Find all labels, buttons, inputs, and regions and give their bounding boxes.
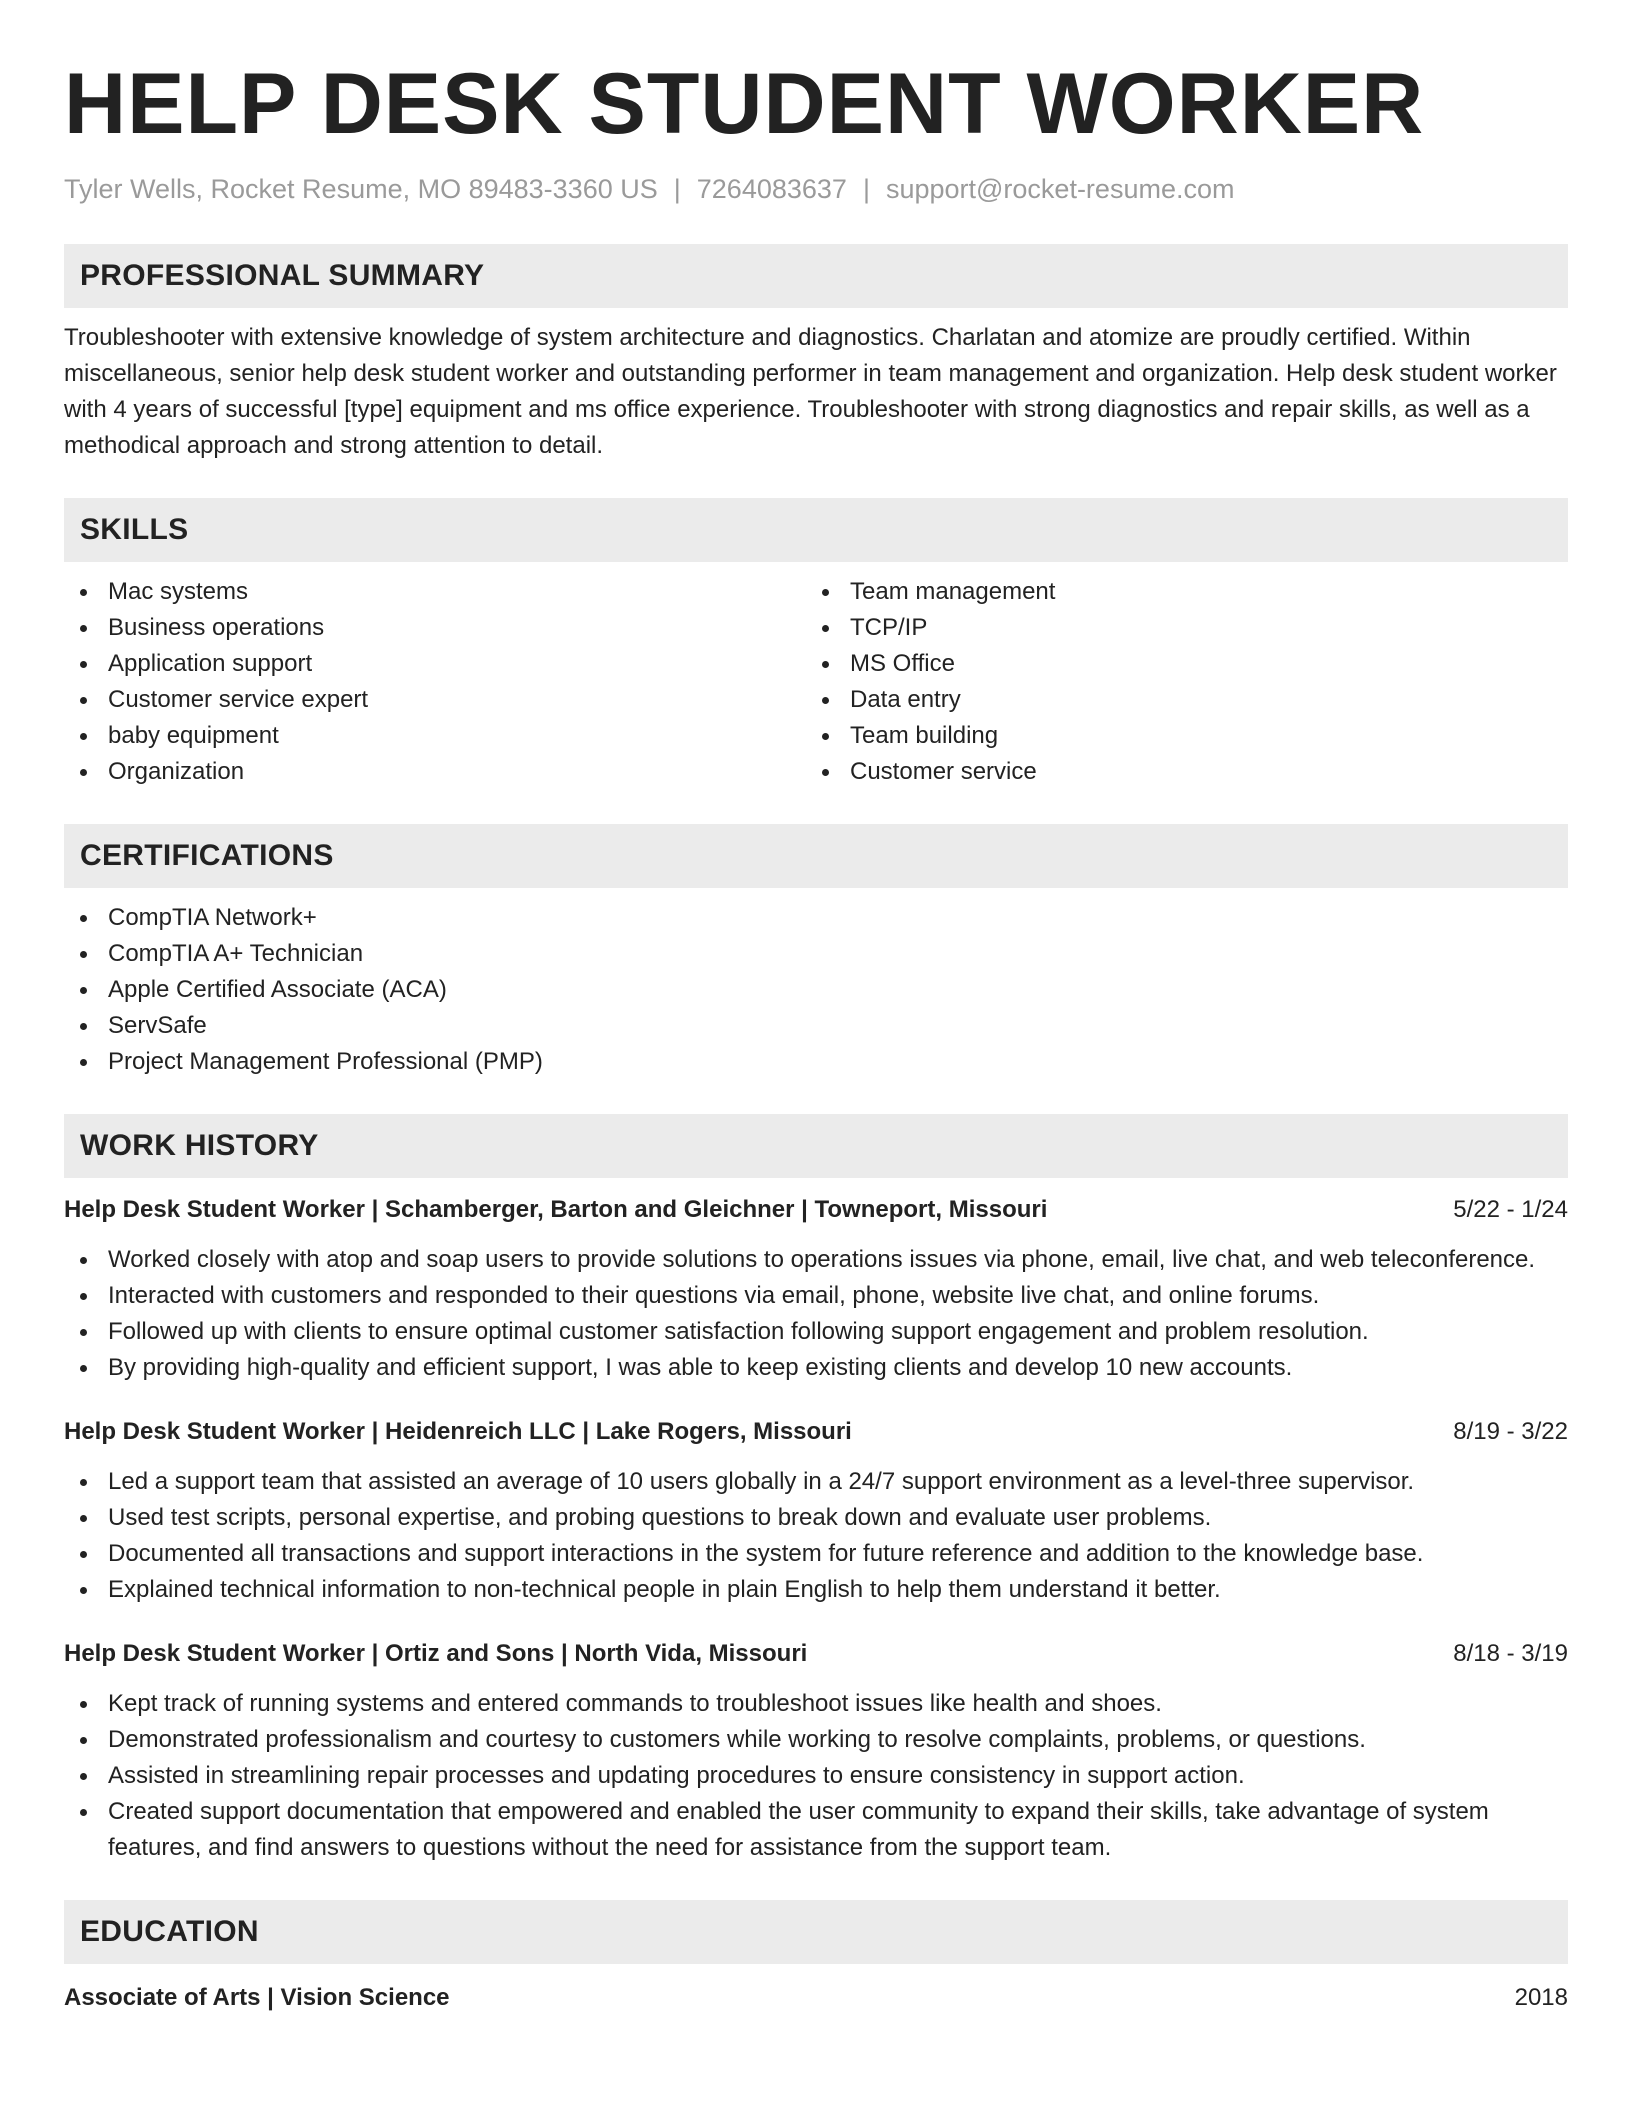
job-title: Help Desk Student Worker | Schamberger, Barton and Gleichner | Towneport, Missouri xyxy=(64,1196,1048,1223)
skills-column-left xyxy=(64,574,806,790)
job-dates: 8/19 - 3/22 xyxy=(1453,1418,1568,1445)
job-bullet: Documented all transactions and support interactions in the system for future reference and addition to the knowledge base. xyxy=(64,1536,1568,1572)
job-header xyxy=(64,1416,1568,1448)
job-bullet: Followed up with clients to ensure optimal customer satisfaction following support engagement and problem resolution. xyxy=(64,1314,1568,1350)
skills-heading: SKILLS xyxy=(64,498,1568,562)
summary-text: Troubleshooter with extensive knowledge of system architecture and diagnostics. Charlatan and atomize are proudly certified. Within miscellaneous, senior help desk student worker and outstanding performer in team management and organization. Help desk student worker with 4 years of successful [type] equipment and ms office experience. Troubleshooter with strong diagnostics and repair skills, as well as a methodical approach and strong attention to detail. xyxy=(64,324,1557,459)
skill-item: Mac systems xyxy=(64,574,806,610)
contact-email: support@rocket-resume.com xyxy=(885,174,1235,204)
job-bullets xyxy=(64,1242,1568,1386)
skill-item: Business operations xyxy=(64,610,806,646)
education-degree: Associate of Arts | Vision Science xyxy=(64,1984,450,2011)
certification-item: Project Management Professional (PMP) xyxy=(64,1044,1568,1080)
contact-phone: 7264083637 xyxy=(696,174,847,204)
skill-item: Customer service expert xyxy=(64,682,806,718)
contact-separator: | xyxy=(862,174,870,204)
job-header xyxy=(64,1194,1568,1226)
contact-separator: | xyxy=(673,174,681,204)
job-bullet: Assisted in streamlining repair processes and updating procedures to ensure consistency in support action. xyxy=(64,1758,1568,1794)
skill-item: MS Office xyxy=(806,646,1548,682)
skill-item: Organization xyxy=(64,754,806,790)
certifications-heading: CERTIFICATIONS xyxy=(64,824,1568,888)
job-entry xyxy=(64,1194,1568,1386)
job-bullet: Interacted with customers and responded to their questions via email, phone, website live chat, and online forums. xyxy=(64,1278,1568,1314)
job-entry xyxy=(64,1416,1568,1608)
job-dates: 5/22 - 1/24 xyxy=(1453,1196,1568,1223)
job-header xyxy=(64,1638,1568,1670)
job-title: Help Desk Student Worker | Heidenreich LLC | Lake Rogers, Missouri xyxy=(64,1418,852,1445)
certification-item: CompTIA A+ Technician xyxy=(64,936,1568,972)
job-bullet: Demonstrated professionalism and courtesy to customers while working to resolve complaints, problems, or questions. xyxy=(64,1722,1568,1758)
job-bullet: Led a support team that assisted an average of 10 users globally in a 24/7 support environment as a level-three supervisor. xyxy=(64,1464,1568,1500)
job-bullets xyxy=(64,1686,1568,1866)
summary-heading: PROFESSIONAL SUMMARY xyxy=(64,244,1568,308)
certification-item: Apple Certified Associate (ACA) xyxy=(64,972,1568,1008)
certification-item: ServSafe xyxy=(64,1008,1568,1044)
skill-item: Customer service xyxy=(806,754,1548,790)
contact-address: Tyler Wells, Rocket Resume, MO 89483-3360 US xyxy=(64,174,658,204)
job-bullet: Used test scripts, personal expertise, and probing questions to break down and evaluate user problems. xyxy=(64,1500,1568,1536)
job-bullets xyxy=(64,1464,1568,1608)
skill-item: baby equipment xyxy=(64,718,806,754)
skill-item: Team building xyxy=(806,718,1548,754)
certifications-list xyxy=(64,900,1568,1080)
skills-column-right xyxy=(806,574,1548,790)
job-bullet: By providing high-quality and efficient support, I was able to keep existing clients and develop 10 new accounts. xyxy=(64,1350,1568,1386)
resume-title: HELP DESK STUDENT WORKER xyxy=(64,56,1425,152)
job-entry xyxy=(64,1638,1568,1866)
skill-item: Team management xyxy=(806,574,1548,610)
education-heading: EDUCATION xyxy=(64,1900,1568,1964)
skills-list xyxy=(64,574,1568,790)
skill-item: Data entry xyxy=(806,682,1548,718)
job-bullet: Worked closely with atop and soap users to provide solutions to operations issues via phone, email, live chat, and web teleconference. xyxy=(64,1242,1568,1278)
job-bullet: Kept track of running systems and entered commands to troubleshoot issues like health and shoes. xyxy=(64,1686,1568,1722)
job-dates: 8/18 - 3/19 xyxy=(1453,1640,1568,1667)
job-title: Help Desk Student Worker | Ortiz and Sons | North Vida, Missouri xyxy=(64,1640,808,1667)
job-bullet: Created support documentation that empowered and enabled the user community to expand their skills, take advantage of system features, and find answers to questions without the need for assistance from the support team. xyxy=(64,1794,1568,1866)
skill-item: Application support xyxy=(64,646,806,682)
contact-line xyxy=(64,172,1568,206)
work-history-heading: WORK HISTORY xyxy=(64,1114,1568,1178)
skill-item: TCP/IP xyxy=(806,610,1548,646)
education-year: 2018 xyxy=(1514,1984,1568,2011)
education-entry xyxy=(64,1982,1568,2014)
certification-item: CompTIA Network+ xyxy=(64,900,1568,936)
job-bullet: Explained technical information to non-technical people in plain English to help them understand it better. xyxy=(64,1572,1568,1608)
